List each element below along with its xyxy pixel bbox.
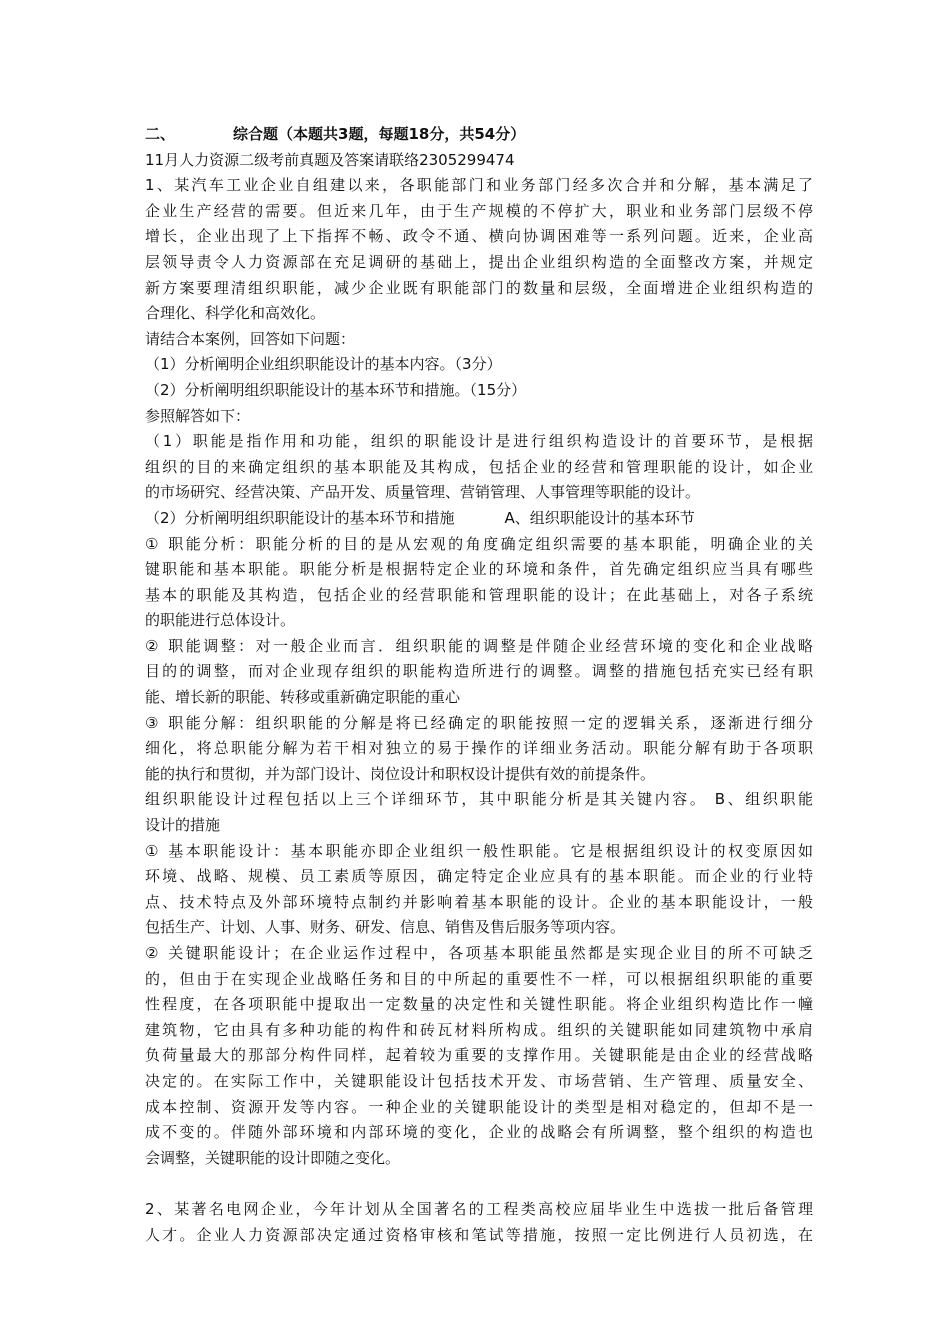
measure-2-line: 成本控制、资源开发等内容。一种企业的关键职能设计的类型是相对稳定的，但却不是一 — [145, 1097, 813, 1116]
measure-2-line: 的，但由于在实现企业战略任务和目的中所起的重要性不一样，可以根据组织职能的重要 — [145, 969, 813, 988]
section-title: 综合题（本题共3题，每题18分，共54分） — [233, 125, 526, 143]
point-1-line: 基本的职能及其构造，包括企业的经营职能和管理职能的设计；在此基础上，对各子系统 — [145, 585, 813, 604]
section-b-title: 设计的措施 — [145, 816, 221, 835]
measure-2-line: 性程度，在各项职能中提取出一定数量的决定性和关键性职能。将企业组织构造比作一幢 — [145, 995, 813, 1014]
answer-1-line: （1）职能是指作用和功能，组织的职能设计是进行组织构造设计的首要环节，是根据 — [145, 432, 813, 451]
paragraph-spacer — [145, 1171, 813, 1197]
contact-line: 11月人力资源二级考前真题及答案请联络2305299474 — [145, 150, 515, 169]
measure-2-line: 会调整，关键职能的设计即随之变化。 — [145, 1148, 401, 1167]
reference-answer-label: 参照解答如下： — [145, 406, 251, 425]
paragraph-line: 新方案要理清组织职能，减少企业既有职能部门的数量和层级，全面增进企业组织构造的 — [145, 278, 813, 297]
point-3-line: 细化，将总职能分解为若干相对独立的易于操作的详细业务活动。职能分解有助于各项职 — [145, 739, 813, 758]
question-2 — [145, 1197, 813, 1248]
section-heading — [145, 122, 813, 148]
answer-2-heading — [145, 506, 813, 532]
measure-1-line: 点、技术特点及外部环境特点制约并影响着基本职能的设计。企业的基本职能设计，一般 — [145, 892, 813, 911]
measure-2-line: 成不变的。伴随外部环境和内部环境的变化，企业的战略会有所调整，整个组织的构造也 — [145, 1123, 813, 1142]
question-prompt: 请结合本案例，回答如下问题： — [145, 329, 356, 348]
point-3-line: 能的执行和贯彻，并为部门设计、岗位设计和职权设计提供有效的前提条件。 — [145, 764, 656, 783]
paragraph-line: 2、某著名电网企业，今年计划从全国著名的工程类高校应届毕业生中选拔一批后备管理 — [145, 1199, 813, 1218]
sub-question-1: （1）分析阐明企业组织职能设计的基本内容。（3分） — [145, 355, 502, 374]
point-1-line: ① 职能分析：职能分析的目的是从宏观的角度确定组织需要的基本职能，明确企业的关 — [145, 534, 813, 553]
paragraph-line: 企业生产经营的需要。但近来几年，由于生产规模的不停扩大，职业和业务部门层级不停 — [145, 201, 813, 220]
point-1-line: 键职能和基本职能。职能分析是根据特定企业的环境和条件，首先确定组织应当具有哪些 — [145, 560, 813, 579]
paragraph-line: 合理化、科学化和高效化。 — [145, 304, 326, 323]
answer-2-title: （2）分析阐明组织职能设计的基本环节和措施 — [145, 508, 455, 527]
measure-1-line: 环境、战略、规模、员工素质等原因，确定特定企业应具有的基本职能。而企业的行业特 — [145, 867, 813, 886]
measure-1-line: 包括生产、计划、人事、财务、研发、信息、销售及售后服务等项内容。 — [145, 918, 626, 937]
section-number: 二、 — [145, 125, 176, 143]
point-1-line: 的职能进行总体设计。 — [145, 611, 296, 630]
point-3-line: ③ 职能分解：组织职能的分解是将已经确定的职能按照一定的逻辑关系，逐渐进行细分 — [145, 713, 813, 732]
measure-2-line: 决定的。在实际工作中，关键职能设计包括技术开发、市场营销、生产管理、质量安全、 — [145, 1071, 813, 1090]
point-2-line: 目的的调整，而对企业现存组织的职能构造所进行的调整。调整的措施包括充实已经有职 — [145, 662, 813, 681]
paragraph-line: 层领导责令人力资源部在充足调研的基础上，提出企业组织构造的全面整改方案，并规定 — [145, 252, 813, 271]
question-1 — [145, 173, 813, 1171]
section-a-title: A、组织职能设计的基本环节 — [504, 508, 695, 527]
document-body — [145, 122, 813, 1248]
measure-2-line: 建筑物，它由具有多种功能的构件和砖瓦材料所构成。组织的关键职能如同建筑物中承肩 — [145, 1020, 813, 1039]
measure-2-line: ② 关键职能设计；在企业运作过程中，各项基本职能虽然都是实现企业目的所不可缺乏 — [145, 944, 813, 962]
measure-1-line: ① 基本职能设计：基本职能亦即企业组织一般性职能。它是根据组织设计的权变原因如 — [145, 841, 813, 860]
answer-1-line: 的市场研究、经营决策、产品开发、质量管理、营销管理、人事管理等职能的设计。 — [145, 483, 701, 502]
paragraph-line: 人才。企业人力资源部决定通过资格审核和笔试等措施，按照一定比例进行人员初选，在 — [145, 1225, 813, 1244]
sub-question-2: （2）分析阐明组织职能设计的基本环节和措施。（15分） — [145, 380, 527, 399]
point-2-line: ② 职能调整：对一般企业而言．组织职能的调整是伴随企业经营环境的变化和企业战略 — [145, 636, 813, 655]
point-2-line: 能、增长新的职能、转移或重新确定职能的重心 — [145, 688, 461, 707]
paragraph-line: 1、某汽车工业企业自组建以来，各职能部门和业务部门经多次合并和分解，基本满足了 — [145, 176, 813, 195]
answer-1-line: 组织的目的来确定组织的基本职能及其构成，包括企业的经营和管理职能的设计，如企业 — [145, 457, 813, 476]
measure-2-line: 负荷量最大的那部分构件同样，起着较为重要的支撑作用。关键职能是由企业的经营战略 — [145, 1046, 813, 1065]
summary-line: 组织职能设计过程包括以上三个详细环节，其中职能分析是其关键内容。 B、组织职能 — [145, 790, 813, 809]
paragraph-line: 增长，企业出现了上下指挥不畅、政令不通、横向协调困难等一系列问题。近来，企业高 — [145, 227, 813, 246]
